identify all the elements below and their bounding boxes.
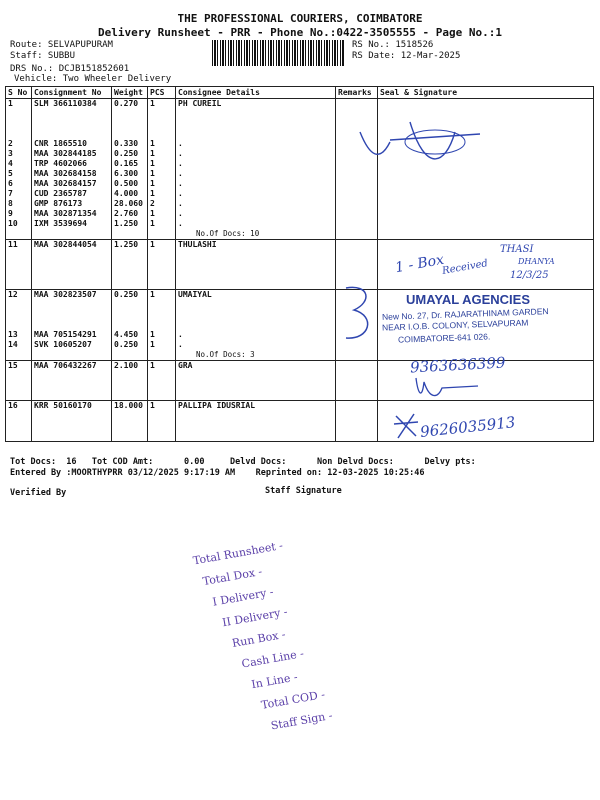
cell-weight: 2.100 [112, 360, 148, 371]
runsheet-table [5, 86, 594, 442]
cell-consignment: MAA 302684158 [32, 169, 112, 179]
cell-consignment: MAA 706432267 [32, 360, 112, 371]
cell-consignment: MAA 302844054 [32, 239, 112, 250]
cell-seal [378, 99, 594, 110]
cell-sno: 10 [6, 219, 32, 229]
cell-sno: 3 [6, 149, 32, 159]
cell-pcs: 1 [148, 99, 176, 110]
col-consignee: Consignee Details [176, 87, 336, 99]
cell-sno: 15 [6, 360, 32, 371]
stamp-line: Total COD - [260, 687, 326, 712]
cell-consignment: GMP 876173 [32, 199, 112, 209]
cell-sno: 7 [6, 189, 32, 199]
cell-consignee: UMAIYAL [176, 290, 336, 301]
cell-weight: 0.250 [112, 290, 148, 301]
handwritten-name: THASI [500, 244, 534, 255]
cell-consignee: PALLIPA IDUSRIAL [176, 401, 336, 412]
cell-sno: 6 [6, 179, 32, 189]
cell-sno: 5 [6, 169, 32, 179]
cell-sno: 14 [6, 340, 32, 350]
handwritten-cross-mark [392, 410, 420, 440]
cell-seal [378, 209, 594, 219]
cell-consignment: MAA 302684157 [32, 179, 112, 189]
stamp-line: Cash Line - [240, 646, 305, 671]
cell-consignment: MAA 302844185 [32, 149, 112, 159]
cell-consignee: THULASHI [176, 239, 336, 250]
vehicle: Vehicle: Two Wheeler Delivery [14, 74, 172, 84]
stamp-line: Staff Sign - [269, 708, 334, 733]
col-sno: S No [6, 87, 32, 99]
cell-pcs: 1 [148, 360, 176, 371]
cell-remarks [336, 360, 378, 371]
col-consignment: Consignment No [32, 87, 112, 99]
table-row [6, 199, 594, 209]
stamp-line: I Delivery - [211, 585, 275, 609]
cell-pcs: 2 [148, 199, 176, 209]
cell-remarks [336, 199, 378, 209]
table-row [6, 159, 594, 169]
cell-consignment: CNR 1865510 [32, 139, 112, 149]
cell-weight: 28.060 [112, 199, 148, 209]
verified-by: Verified By [10, 488, 67, 498]
handwritten-phone-1: 9363636399 [409, 353, 506, 377]
cell-sno: 9 [6, 209, 32, 219]
cell-pcs: 1 [148, 209, 176, 219]
docs-count: No.Of Docs: 3 [176, 350, 336, 360]
cell-consignee: . [176, 340, 336, 350]
drs-number: DRS No.: DCJB151852601 [10, 64, 130, 74]
cell-weight: 2.760 [112, 209, 148, 219]
cell-weight: 0.500 [112, 179, 148, 189]
seal-signature-1 [350, 112, 500, 182]
cell-weight: 6.300 [112, 169, 148, 179]
cell-consignment: IXM 3539694 [32, 219, 112, 229]
docs-count: No.Of Docs: 10 [176, 229, 336, 239]
cell-consignee: . [176, 149, 336, 159]
cell-weight: 0.250 [112, 149, 148, 159]
handwritten-name-2: DHANYA [518, 257, 555, 266]
cell-remarks [336, 401, 378, 412]
umayal-stamp-addr1: New No. 27, Dr. RAJARATHINAM GARDEN [381, 306, 549, 322]
cell-consignment: SVK 10605207 [32, 340, 112, 350]
table-row [6, 189, 594, 199]
table-row [6, 139, 594, 149]
company-title: THE PROFESSIONAL COURIERS, COIMBATORE [177, 12, 423, 25]
cell-remarks [336, 209, 378, 219]
cell-remarks [336, 239, 378, 250]
table-header [6, 87, 594, 99]
runsheet-subtitle: Delivery Runsheet - PRR - Phone No.:0422-3505555 - Page No.:1 [98, 26, 502, 39]
cell-remarks [336, 219, 378, 229]
cell-consignment: SLM 366110384 [32, 99, 112, 110]
barcode [212, 40, 344, 66]
cell-pcs: 1 [148, 139, 176, 149]
cell-consignment: TRP 4602066 [32, 159, 112, 169]
handwritten-box: 1 - Box [393, 251, 446, 277]
stamp-line: II Delivery - [221, 605, 289, 630]
table-row [6, 149, 594, 159]
entered-by-line: Entered By :MOORTHYPRR 03/12/2025 9:17:19 AM Reprinted on: 12-03-2025 10:25:46 [10, 468, 425, 478]
cell-sno: 12 [6, 290, 32, 301]
cell-consignee: PH CUREIL [176, 99, 336, 110]
cell-consignee: . [176, 179, 336, 189]
cell-sno: 2 [6, 139, 32, 149]
cell-weight: 18.000 [112, 401, 148, 412]
col-seal: Seal & Signature [378, 87, 594, 99]
table-row [6, 219, 594, 229]
cell-pcs: 1 [148, 330, 176, 340]
cell-weight: 4.450 [112, 330, 148, 340]
cell-sno: 4 [6, 159, 32, 169]
table-row [6, 330, 594, 340]
table-row [6, 401, 594, 412]
cell-sno: 13 [6, 330, 32, 340]
cell-pcs: 1 [148, 239, 176, 250]
totals-line: Tot Docs: 16 Tot COD Amt: 0.00 Delvd Docs: Non Delvd Docs: Delvy pts: [10, 457, 476, 467]
cell-consignee: . [176, 189, 336, 199]
stamp-line: In Line - [250, 670, 299, 692]
cell-weight: 1.250 [112, 219, 148, 229]
cell-consignee: . [176, 219, 336, 229]
cell-sno: 8 [6, 199, 32, 209]
cell-consignment: MAA 705154291 [32, 330, 112, 340]
cell-weight: 4.000 [112, 189, 148, 199]
runsheet-summary-stamp [192, 529, 378, 772]
stamp-line: Total Dox - [201, 564, 264, 589]
col-remarks: Remarks [336, 87, 378, 99]
table-row [6, 179, 594, 189]
cell-sno: 11 [6, 239, 32, 250]
rs-number: RS No.: 1518526 [352, 40, 434, 50]
cell-remarks [336, 189, 378, 199]
cell-seal [378, 189, 594, 199]
table-row [6, 169, 594, 179]
cell-pcs: 1 [148, 179, 176, 189]
cell-consignee: . [176, 330, 336, 340]
table-row [6, 340, 594, 350]
cell-pcs: 1 [148, 189, 176, 199]
table-row [6, 209, 594, 219]
umayal-stamp-name: UMAYAL AGENCIES [406, 292, 531, 307]
cell-seal [378, 199, 594, 209]
umayal-stamp-addr3: COIMBATORE-641 026. [397, 331, 491, 345]
col-weight: Weight [112, 87, 148, 99]
staff-signature: Staff Signature [265, 486, 342, 496]
cell-pcs: 1 [148, 169, 176, 179]
handwritten-signature-2 [412, 374, 482, 404]
cell-consignment: CUD 2365787 [32, 189, 112, 199]
cell-sno: 16 [6, 401, 32, 412]
cell-remarks [336, 99, 378, 110]
cell-seal [378, 239, 594, 250]
table-row [6, 99, 594, 110]
cell-consignment: KRR 50160170 [32, 401, 112, 412]
cell-pcs: 1 [148, 340, 176, 350]
cell-pcs: 1 [148, 159, 176, 169]
cell-pcs: 1 [148, 219, 176, 229]
cell-consignee: . [176, 159, 336, 169]
rs-date: RS Date: 12-Mar-2025 [352, 51, 461, 61]
cell-pcs: 1 [148, 149, 176, 159]
cell-consignment: MAA 302823507 [32, 290, 112, 301]
cell-weight: 1.250 [112, 239, 148, 250]
handwritten-phone-2: 9626035913 [419, 413, 517, 441]
cell-consignee: . [176, 199, 336, 209]
staff: Staff: SUBBU [10, 51, 76, 61]
cell-weight: 0.250 [112, 340, 148, 350]
cell-consignee: GRA [176, 360, 336, 371]
cell-pcs: 1 [148, 290, 176, 301]
cell-weight: 0.330 [112, 139, 148, 149]
cell-sno: 1 [6, 99, 32, 110]
cell-pcs: 1 [148, 401, 176, 412]
cell-seal [378, 219, 594, 229]
stamp-line: Total Runsheet - [192, 538, 284, 568]
col-pcs: PCS [148, 87, 176, 99]
cell-consignment: MAA 302871354 [32, 209, 112, 219]
handwritten-date: 12/3/25 [510, 270, 549, 281]
route: Route: SELVAPUPURAM [10, 40, 113, 50]
cell-weight: 0.165 [112, 159, 148, 169]
umayal-stamp-addr2: NEAR I.O.B. COLONY, SELVAPURAM [381, 317, 529, 333]
cell-consignee: . [176, 209, 336, 219]
cell-consignee: . [176, 139, 336, 149]
handwritten-3-mark [340, 282, 380, 347]
cell-weight: 0.270 [112, 99, 148, 110]
stamp-line: Run Box - [230, 627, 287, 650]
cell-consignee: . [176, 169, 336, 179]
handwritten-received: Received [441, 258, 489, 277]
